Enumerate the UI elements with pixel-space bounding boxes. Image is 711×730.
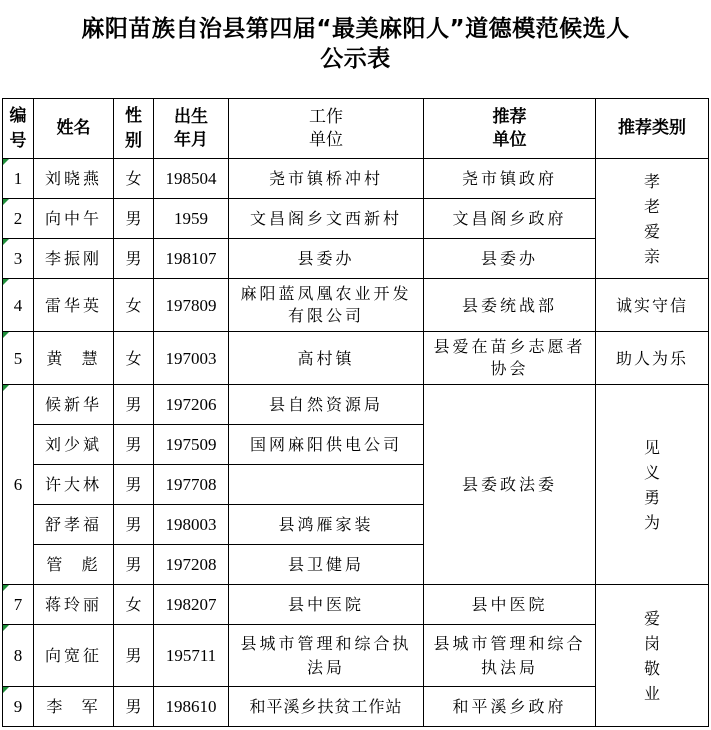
table-row: [3, 159, 709, 199]
cell-recommend-unit: 文昌阁乡政府: [424, 199, 596, 239]
cell-work-unit: 县城市管理和综合执法局: [229, 625, 424, 687]
table-row: [3, 332, 709, 385]
cell-birth: 1959: [154, 199, 229, 239]
cell-category-helpful: 助人为乐: [596, 332, 709, 385]
cell-birth: 198003: [154, 505, 229, 545]
cell-name: 黄 慧: [34, 332, 114, 385]
cell-recommend-unit: 县城市管理和综合执法局: [424, 625, 596, 687]
cell-gender: 女: [114, 159, 154, 199]
cell-no: 1: [3, 159, 34, 199]
cell-work-unit: 县自然资源局: [229, 385, 424, 425]
cell-work-unit: 麻阳蓝凤凰农业开发有限公司: [229, 279, 424, 332]
cell-no: 9: [3, 687, 34, 727]
title-line-2: 公示表: [320, 46, 391, 72]
cell-name: 许大林: [34, 465, 114, 505]
cell-name: 候新华: [34, 385, 114, 425]
cell-gender: 男: [114, 199, 154, 239]
cell-gender: 男: [114, 505, 154, 545]
title-line-1: 麻阳苗族自治县第四届“最美麻阳人”道德模范候选人: [81, 16, 630, 42]
cell-name: 蒋玲丽: [34, 585, 114, 625]
cell-birth: 195711: [154, 625, 229, 687]
cell-work-unit: 县鸿雁家装: [229, 505, 424, 545]
cell-recommend-unit: 县委办: [424, 239, 596, 279]
cell-name: 刘少斌: [34, 425, 114, 465]
cell-name: 向中午: [34, 199, 114, 239]
cell-gender: 男: [114, 385, 154, 425]
cell-category-brave: 见义勇为: [596, 385, 709, 585]
cell-birth: 197708: [154, 465, 229, 505]
cell-birth: 197003: [154, 332, 229, 385]
cell-no: 6: [3, 385, 34, 585]
cell-work-unit: 文昌阁乡文西新村: [229, 199, 424, 239]
cell-gender: 女: [114, 332, 154, 385]
cell-no: 5: [3, 332, 34, 385]
cell-recommend-unit: 和平溪乡政府: [424, 687, 596, 727]
cell-birth: 198610: [154, 687, 229, 727]
cell-gender: 男: [114, 239, 154, 279]
cell-name: 李 军: [34, 687, 114, 727]
cell-name: 舒孝福: [34, 505, 114, 545]
document-title: [0, 0, 711, 98]
cell-work-unit: 和平溪乡扶贫工作站: [229, 687, 424, 727]
cell-work-unit: 县委办: [229, 239, 424, 279]
table-row: [3, 585, 709, 625]
cell-category-honest: 诚实守信: [596, 279, 709, 332]
cell-recommend-unit: 县委政法委: [424, 385, 596, 585]
header-row: [3, 99, 709, 159]
cell-no: 2: [3, 199, 34, 239]
cell-gender: 女: [114, 279, 154, 332]
cell-gender: 男: [114, 465, 154, 505]
cell-work-unit: 县中医院: [229, 585, 424, 625]
cell-recommend-unit: 尧市镇政府: [424, 159, 596, 199]
cell-gender: 男: [114, 545, 154, 585]
header-no: 编号: [3, 99, 34, 159]
cell-name: 刘晓燕: [34, 159, 114, 199]
cell-no: 7: [3, 585, 34, 625]
cell-category-dedicated: 爱岗敬业: [596, 585, 709, 727]
cell-work-unit: 国网麻阳供电公司: [229, 425, 424, 465]
cell-no: 3: [3, 239, 34, 279]
header-name: 姓名: [34, 99, 114, 159]
cell-birth: 198107: [154, 239, 229, 279]
cell-gender: 男: [114, 625, 154, 687]
table-row: [3, 279, 709, 332]
cell-birth: 198207: [154, 585, 229, 625]
header-gender: 性别: [114, 99, 154, 159]
cell-name: 李振刚: [34, 239, 114, 279]
cell-work-unit: 高村镇: [229, 332, 424, 385]
cell-recommend-unit: 县爱在苗乡志愿者协会: [424, 332, 596, 385]
cell-gender: 男: [114, 687, 154, 727]
cell-no: 4: [3, 279, 34, 332]
header-recommend-unit: 推荐单位: [424, 99, 596, 159]
cell-name: 管 彪: [34, 545, 114, 585]
cell-birth: 198504: [154, 159, 229, 199]
cell-gender: 女: [114, 585, 154, 625]
cell-name: 向宽征: [34, 625, 114, 687]
cell-birth: 197509: [154, 425, 229, 465]
cell-no: 8: [3, 625, 34, 687]
table-row: [3, 385, 709, 425]
cell-work-unit: 尧市镇桥冲村: [229, 159, 424, 199]
cell-recommend-unit: 县中医院: [424, 585, 596, 625]
header-birth: 出生年月: [154, 99, 229, 159]
cell-recommend-unit: 县委统战部: [424, 279, 596, 332]
cell-work-unit: [229, 465, 424, 505]
cell-category-filial: 孝老爱亲: [596, 159, 709, 279]
cell-birth: 197208: [154, 545, 229, 585]
cell-birth: 197206: [154, 385, 229, 425]
cell-gender: 男: [114, 425, 154, 465]
cell-birth: 197809: [154, 279, 229, 332]
header-category: 推荐类别: [596, 99, 709, 159]
header-work-unit: 工作单位: [229, 99, 424, 159]
cell-name: 雷华英: [34, 279, 114, 332]
cell-work-unit: 县卫健局: [229, 545, 424, 585]
candidate-table: [2, 98, 709, 727]
